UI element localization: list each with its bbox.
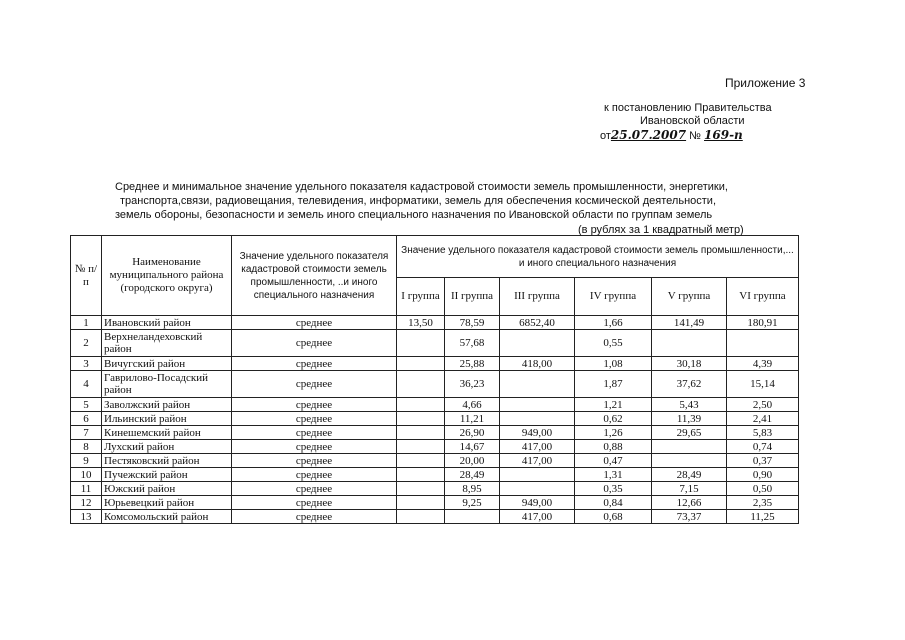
- group-6-value: 11,25: [727, 510, 799, 524]
- group-6-value: 2,41: [727, 412, 799, 426]
- group-5-value: 5,43: [652, 398, 727, 412]
- table-row: [71, 371, 799, 398]
- group-3-value: [500, 482, 575, 496]
- row-number: 8: [71, 440, 102, 454]
- group-2-value: 26,90: [445, 426, 500, 440]
- group-1-value: [397, 510, 445, 524]
- header-group-2: II группа: [445, 278, 500, 316]
- group-6-value: 0,74: [727, 440, 799, 454]
- group-1-value: [397, 440, 445, 454]
- group-6-value: 2,35: [727, 496, 799, 510]
- decree-from-label: от: [600, 130, 611, 142]
- value-type: среднее: [232, 412, 397, 426]
- value-type: среднее: [232, 330, 397, 357]
- group-4-value: 0,68: [575, 510, 652, 524]
- group-3-value: 949,00: [500, 426, 575, 440]
- group-3-value: 949,00: [500, 496, 575, 510]
- group-4-value: 1,21: [575, 398, 652, 412]
- district-name: Южский район: [102, 482, 232, 496]
- row-number: 4: [71, 371, 102, 398]
- row-number: 11: [71, 482, 102, 496]
- group-6-value: 0,50: [727, 482, 799, 496]
- header-group-1: I группа: [397, 278, 445, 316]
- decree-number: 169-п: [704, 128, 743, 142]
- value-type: среднее: [232, 357, 397, 371]
- group-5-value: 37,62: [652, 371, 727, 398]
- group-1-value: [397, 371, 445, 398]
- decree-line-2: Ивановской области: [640, 115, 745, 127]
- group-6-value: 180,91: [727, 316, 799, 330]
- group-3-value: 417,00: [500, 510, 575, 524]
- group-1-value: [397, 330, 445, 357]
- decree-line-1: к постановлению Правительства: [604, 102, 772, 114]
- value-type: среднее: [232, 468, 397, 482]
- row-number: 12: [71, 496, 102, 510]
- group-4-value: 0,62: [575, 412, 652, 426]
- group-3-value: 417,00: [500, 440, 575, 454]
- group-2-value: 36,23: [445, 371, 500, 398]
- group-2-value: 9,25: [445, 496, 500, 510]
- group-5-value: 7,15: [652, 482, 727, 496]
- district-name: Вичугский район: [102, 357, 232, 371]
- group-2-value: 28,49: [445, 468, 500, 482]
- group-4-value: 0,84: [575, 496, 652, 510]
- group-1-value: [397, 468, 445, 482]
- row-number: 6: [71, 412, 102, 426]
- decree-date: 25.07.2007: [610, 128, 687, 142]
- row-number: 2: [71, 330, 102, 357]
- district-name: Пестяковский район: [102, 454, 232, 468]
- district-name: Гаврилово-Посадский район: [102, 371, 232, 398]
- group-4-value: 0,55: [575, 330, 652, 357]
- group-1-value: [397, 496, 445, 510]
- value-type: среднее: [232, 440, 397, 454]
- group-3-value: [500, 412, 575, 426]
- group-2-value: 4,66: [445, 398, 500, 412]
- district-name: Лухский район: [102, 440, 232, 454]
- table-row: [71, 510, 799, 524]
- group-3-value: 417,00: [500, 454, 575, 468]
- table-row: [71, 398, 799, 412]
- group-5-value: [652, 330, 727, 357]
- group-5-value: 141,49: [652, 316, 727, 330]
- header-group-6: VI группа: [727, 278, 799, 316]
- value-type: среднее: [232, 496, 397, 510]
- district-name: Кинешемский район: [102, 426, 232, 440]
- group-3-value: [500, 468, 575, 482]
- group-2-value: 78,59: [445, 316, 500, 330]
- group-3-value: 418,00: [500, 357, 575, 371]
- table-row: [71, 412, 799, 426]
- value-type: среднее: [232, 316, 397, 330]
- row-number: 5: [71, 398, 102, 412]
- table-row: [71, 357, 799, 371]
- group-4-value: 0,35: [575, 482, 652, 496]
- group-4-value: 1,66: [575, 316, 652, 330]
- document-title-line-1: Среднее и минимальное значение удельного показателя кадастровой стоимости земель промышленности, энергетики,: [115, 181, 728, 193]
- header-district-name: Наименование муниципального района (городского округа): [102, 236, 232, 316]
- table-row: [71, 426, 799, 440]
- row-number: 10: [71, 468, 102, 482]
- value-type: среднее: [232, 510, 397, 524]
- group-2-value: 11,21: [445, 412, 500, 426]
- district-name: Пучежский район: [102, 468, 232, 482]
- group-2-value: 14,67: [445, 440, 500, 454]
- row-number: 9: [71, 454, 102, 468]
- document-title-line-2: транспорта,связи, радиовещания, телевидения, информатики, земель для обеспечения космической деятельности,: [120, 195, 716, 207]
- group-6-value: 2,50: [727, 398, 799, 412]
- group-6-value: 0,37: [727, 454, 799, 468]
- group-6-value: [727, 330, 799, 357]
- row-number: 1: [71, 316, 102, 330]
- group-1-value: [397, 426, 445, 440]
- group-2-value: [445, 510, 500, 524]
- group-5-value: 11,39: [652, 412, 727, 426]
- group-4-value: 1,08: [575, 357, 652, 371]
- group-2-value: 20,00: [445, 454, 500, 468]
- group-1-value: [397, 357, 445, 371]
- cadastral-value-table: [70, 235, 799, 524]
- group-4-value: 0,88: [575, 440, 652, 454]
- district-name: Комсомольский район: [102, 510, 232, 524]
- group-5-value: 30,18: [652, 357, 727, 371]
- table-row: [71, 468, 799, 482]
- header-group-5: V группа: [652, 278, 727, 316]
- group-5-value: [652, 440, 727, 454]
- value-type: среднее: [232, 371, 397, 398]
- group-1-value: [397, 482, 445, 496]
- group-4-value: 0,47: [575, 454, 652, 468]
- table-row: [71, 496, 799, 510]
- header-group-3: III группа: [500, 278, 575, 316]
- group-4-value: 1,31: [575, 468, 652, 482]
- decree-date-line: [600, 128, 743, 142]
- table-row: [71, 482, 799, 496]
- appendix-label: Приложение 3: [725, 76, 806, 90]
- group-5-value: 73,37: [652, 510, 727, 524]
- group-6-value: 15,14: [727, 371, 799, 398]
- district-name: Ивановский район: [102, 316, 232, 330]
- value-type: среднее: [232, 398, 397, 412]
- table-row: [71, 440, 799, 454]
- group-3-value: [500, 371, 575, 398]
- row-number: 7: [71, 426, 102, 440]
- group-1-value: [397, 412, 445, 426]
- district-name: Верхнеландеховский район: [102, 330, 232, 357]
- value-type: среднее: [232, 454, 397, 468]
- district-name: Ильинский район: [102, 412, 232, 426]
- group-6-value: 5,83: [727, 426, 799, 440]
- group-2-value: 25,88: [445, 357, 500, 371]
- group-1-value: 13,50: [397, 316, 445, 330]
- table-row: [71, 316, 799, 330]
- value-type: среднее: [232, 482, 397, 496]
- table-row: [71, 330, 799, 357]
- district-name: Заволжский район: [102, 398, 232, 412]
- header-number: № п/п: [71, 236, 102, 316]
- group-5-value: 12,66: [652, 496, 727, 510]
- group-1-value: [397, 454, 445, 468]
- group-2-value: 57,68: [445, 330, 500, 357]
- group-5-value: [652, 454, 727, 468]
- group-3-value: [500, 330, 575, 357]
- group-1-value: [397, 398, 445, 412]
- group-3-value: 6852,40: [500, 316, 575, 330]
- table-row: [71, 454, 799, 468]
- group-5-value: 28,49: [652, 468, 727, 482]
- row-number: 3: [71, 357, 102, 371]
- document-title-line-3: земель обороны, безопасности и земель иного специального назначения по Ивановской области по группам земель: [115, 209, 713, 221]
- header-group-4: IV группа: [575, 278, 652, 316]
- row-number: 13: [71, 510, 102, 524]
- table-body: [71, 316, 799, 524]
- group-5-value: 29,65: [652, 426, 727, 440]
- group-4-value: 1,26: [575, 426, 652, 440]
- unit-note: (в рублях за 1 квадратный метр): [578, 224, 744, 236]
- group-3-value: [500, 398, 575, 412]
- group-6-value: 4,39: [727, 357, 799, 371]
- group-4-value: 1,87: [575, 371, 652, 398]
- value-type: среднее: [232, 426, 397, 440]
- header-value-type: Значение удельного показателя кадастровой стоимости земель промышленности, ..и иного специального назначения: [232, 236, 397, 316]
- header-groups-caption: Значение удельного показателя кадастровой стоимости земель промышленности,... и иного специального назначения: [397, 236, 799, 278]
- group-6-value: 0,90: [727, 468, 799, 482]
- district-name: Юрьевецкий район: [102, 496, 232, 510]
- group-2-value: 8,95: [445, 482, 500, 496]
- decree-number-label: №: [689, 130, 701, 142]
